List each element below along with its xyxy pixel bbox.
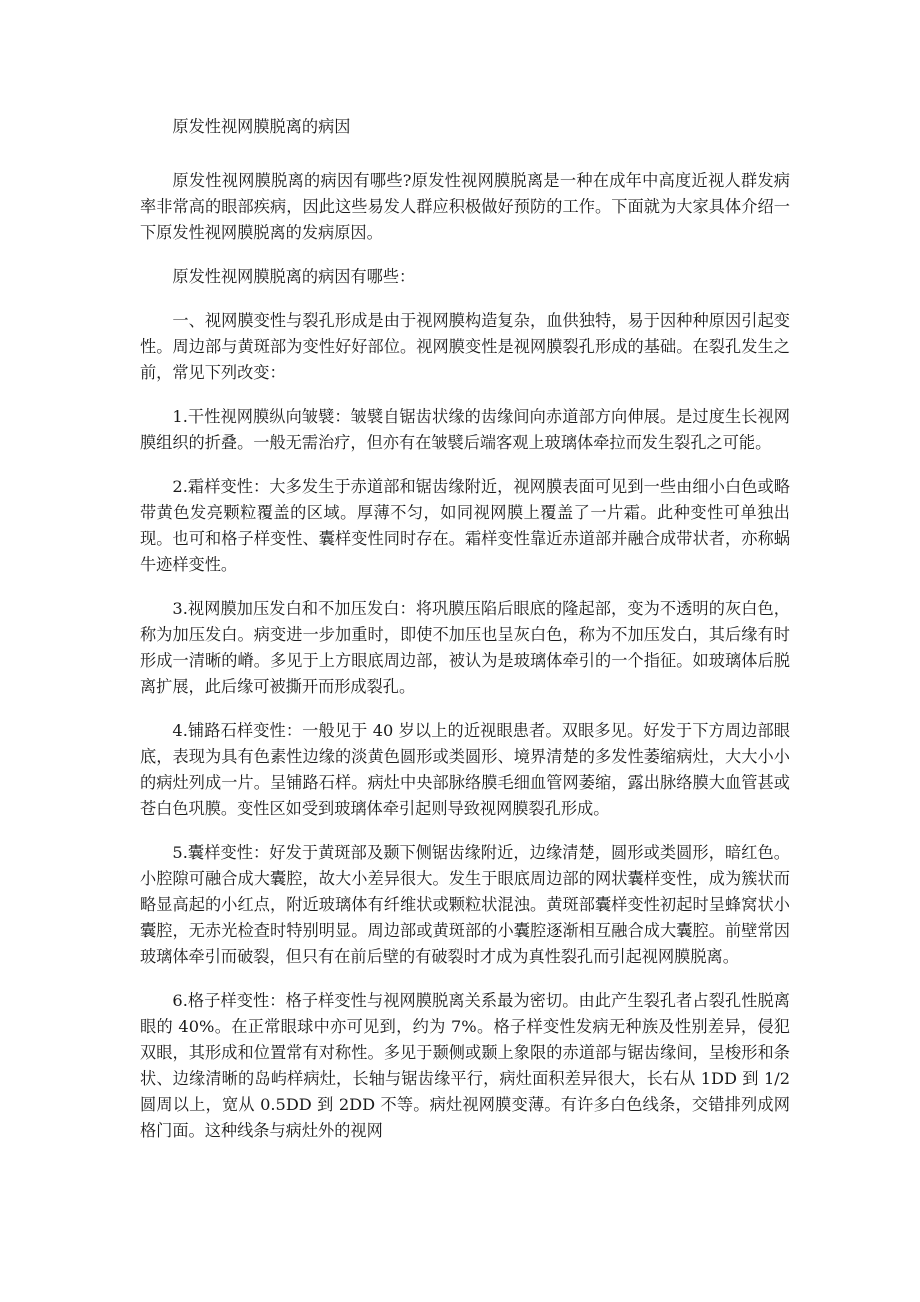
paragraph-item-2: 2.霜样变性：大多发生于赤道部和锯齿缘附近，视网膜表面可见到一些由细小白色或略带黄色发亮颗粒覆盖的区域。厚薄不匀，如同视网膜上覆盖了一片霜。此种变性可单独出现。也可和格子样变性、囊样变性同时存在。霜样变性靠近赤道部并融合成带状者，亦称蜗牛迹样变性。 (140, 477, 790, 574)
paragraph-item-3: 3.视网膜加压发白和不加压发白：将巩膜压陷后眼底的隆起部，变为不透明的灰白色，称为加压发白。病变进一步加重时，即使不加压也呈灰白色，称为不加压发白，其后缘有时形成一清晰的嵴。多见于上方眼底周边部，被认为是玻璃体牵引的一个指征。如玻璃体后脱离扩展，此后缘可被撕开而形成裂孔。 (140, 599, 790, 696)
document-title: 原发性视网膜脱离的病因 (172, 117, 351, 136)
paragraph-causes-heading: 原发性视网膜脱离的病因有哪些： (172, 267, 416, 286)
paragraph-item-6: 6.格子样变性：格子样变性与视网膜脱离关系最为密切。由此产生裂孔者占裂孔性脱离眼的 40%。在正常眼球中亦可见到，约为 7%。格子样变性发病无种族及性别差异，侵犯双眼，其形成和位置常有对称性。多见于颞侧或颞上象限的赤道部与锯齿缘间，呈梭形和条状、边缘清晰的岛屿样病灶，长轴与锯齿缘平行，病灶面积差异很大，长右从 1DD 到 1/2 圆周以上，宽从 0.5DD 到 2DD 不等。病灶视网膜变薄。有许多白色线条，交错排列成网格门面。这种线条与病灶外的视网 (140, 991, 790, 1140)
paragraph-item-1: 1.干性视网膜纵向皱襞：皱襞自锯齿状缘的齿缘间向赤道部方向伸展。是过度生长视网膜组织的折叠。一般无需治疗，但亦有在皱襞后端客观上玻璃体牵拉而发生裂孔之可能。 (140, 407, 790, 452)
paragraph-item-4: 4.铺路石样变性：一般见于 40 岁以上的近视眼患者。双眼多见。好发于下方周边部眼底，表现为具有色素性边缘的淡黄色圆形或类圆形、境界清楚的多发性萎缩病灶，大大小小的病灶列成一片。呈铺路石样。病灶中央部脉络膜毛细血管网萎缩，露出脉络膜大血管甚或苍白色巩膜。变性区如受到玻璃体牵引起则导致视网膜裂孔形成。 (140, 721, 790, 818)
document-page (140, 114, 790, 1162)
paragraph-intro: 原发性视网膜脱离的病因有哪些?原发性视网膜脱离是一种在成年中高度近视人群发病率非常高的眼部疾病，因此这些易发人群应积极做好预防的工作。下面就为大家具体介绍一下原发性视网膜脱离的发病原因。 (140, 171, 790, 242)
paragraph-section-one: 一、视网膜变性与裂孔形成是由于视网膜构造复杂，血供独特，易于因种种原因引起变性。周边部与黄斑部为变性好好部位。视网膜变性是视网膜裂孔形成的基础。在裂孔发生之前，常见下列改变： (140, 311, 790, 382)
paragraph-item-5: 5.囊样变性：好发于黄斑部及颞下侧锯齿缘附近，边缘清楚，圆形或类圆形，暗红色。小腔隙可融合成大囊腔，故大小差异很大。发生于眼底周边部的网状囊样变性，成为簇状而略显高起的小红点，附近玻璃体有纤维状或颗粒状混浊。黄斑部囊样变性初起时呈蜂窝状小囊腔，无赤光检查时特别明显。周边部或黄斑部的小囊腔逐渐相互融合成大囊腔。前壁常因玻璃体牵引而破裂，但只有在前后壁的有破裂时才成为真性裂孔而引起视网膜脱离。 (140, 843, 790, 966)
